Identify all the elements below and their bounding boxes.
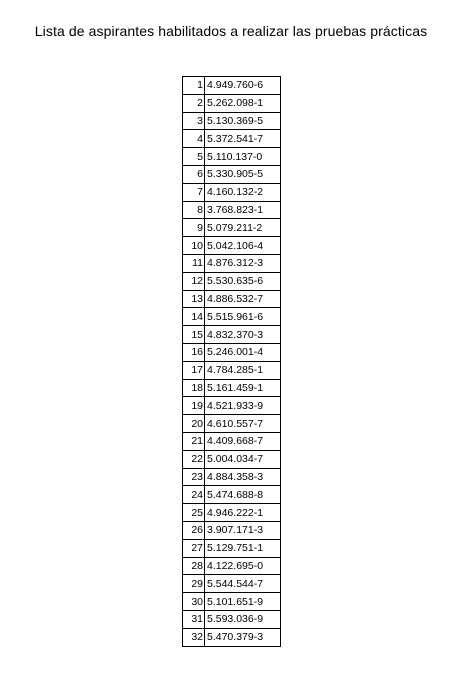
table-row [183, 521, 281, 539]
applicant-id-cell: 5.474.688-8 [205, 486, 281, 504]
row-number-cell: 4 [183, 130, 205, 148]
row-number-cell: 29 [183, 575, 205, 593]
applicant-id-cell: 3.907.171-3 [205, 521, 281, 539]
applicant-id-cell: 5.470.379-3 [205, 628, 281, 646]
row-number-cell: 10 [183, 237, 205, 255]
applicant-id-cell: 5.129.751-1 [205, 539, 281, 557]
row-number-cell: 23 [183, 468, 205, 486]
applicant-id-cell: 5.004.034-7 [205, 450, 281, 468]
applicant-id-cell: 4.610.557-7 [205, 415, 281, 433]
applicant-id-cell: 4.886.532-7 [205, 290, 281, 308]
applicant-id-cell: 5.544.544-7 [205, 575, 281, 593]
table-row [183, 415, 281, 433]
row-number-cell: 17 [183, 361, 205, 379]
row-number-cell: 6 [183, 165, 205, 183]
table-row [183, 575, 281, 593]
table-row [183, 539, 281, 557]
row-number-cell: 5 [183, 148, 205, 166]
row-number-cell: 2 [183, 94, 205, 112]
table-row [183, 290, 281, 308]
applicant-id-cell: 5.161.459-1 [205, 379, 281, 397]
table-row [183, 397, 281, 415]
table-row [183, 610, 281, 628]
table-row [183, 628, 281, 646]
applicant-id-cell: 5.530.635-6 [205, 272, 281, 290]
table-row [183, 432, 281, 450]
row-number-cell: 11 [183, 254, 205, 272]
applicant-id-cell: 5.593.036-9 [205, 610, 281, 628]
row-number-cell: 7 [183, 183, 205, 201]
row-number-cell: 9 [183, 219, 205, 237]
applicant-id-cell: 4.521.933-9 [205, 397, 281, 415]
table-row [183, 272, 281, 290]
table-row [183, 237, 281, 255]
applicant-id-cell: 5.372.541-7 [205, 130, 281, 148]
table-row [183, 504, 281, 522]
row-number-cell: 14 [183, 308, 205, 326]
table-row [183, 183, 281, 201]
table-row [183, 343, 281, 361]
table-row [183, 308, 281, 326]
row-number-cell: 12 [183, 272, 205, 290]
applicant-id-cell: 5.042.106-4 [205, 237, 281, 255]
row-number-cell: 19 [183, 397, 205, 415]
applicant-id-cell: 5.246.001-4 [205, 343, 281, 361]
row-number-cell: 3 [183, 112, 205, 130]
page-title: Lista de aspirantes habilitados a realizar las pruebas prácticas [34, 23, 428, 39]
row-number-cell: 16 [183, 343, 205, 361]
row-number-cell: 31 [183, 610, 205, 628]
table-row [183, 165, 281, 183]
row-number-cell: 27 [183, 539, 205, 557]
table-row [183, 361, 281, 379]
applicant-id-cell: 5.262.098-1 [205, 94, 281, 112]
table-row [183, 77, 281, 95]
table-row [183, 94, 281, 112]
row-number-cell: 28 [183, 557, 205, 575]
applicant-id-cell: 4.122.695-0 [205, 557, 281, 575]
row-number-cell: 8 [183, 201, 205, 219]
applicant-id-cell: 4.160.132-2 [205, 183, 281, 201]
applicant-id-cell: 4.876.312-3 [205, 254, 281, 272]
table-row [183, 486, 281, 504]
applicant-id-cell: 4.884.358-3 [205, 468, 281, 486]
table-row [183, 557, 281, 575]
table-row [183, 148, 281, 166]
table-row [183, 379, 281, 397]
applicant-id-cell: 5.101.651-9 [205, 593, 281, 611]
applicant-id-cell: 4.409.668-7 [205, 432, 281, 450]
applicant-id-cell: 3.768.823-1 [205, 201, 281, 219]
applicant-id-cell: 5.330.905-5 [205, 165, 281, 183]
applicant-id-cell: 4.784.285-1 [205, 361, 281, 379]
row-number-cell: 24 [183, 486, 205, 504]
applicants-table [182, 76, 281, 647]
table-row [183, 593, 281, 611]
row-number-cell: 1 [183, 77, 205, 95]
applicants-table-body [183, 77, 281, 647]
row-number-cell: 30 [183, 593, 205, 611]
table-row [183, 130, 281, 148]
applicant-id-cell: 4.946.222-1 [205, 504, 281, 522]
row-number-cell: 15 [183, 326, 205, 344]
table-row [183, 254, 281, 272]
row-number-cell: 20 [183, 415, 205, 433]
row-number-cell: 22 [183, 450, 205, 468]
row-number-cell: 32 [183, 628, 205, 646]
table-row [183, 112, 281, 130]
applicant-id-cell: 4.832.370-3 [205, 326, 281, 344]
row-number-cell: 26 [183, 521, 205, 539]
row-number-cell: 21 [183, 432, 205, 450]
table-row [183, 219, 281, 237]
row-number-cell: 18 [183, 379, 205, 397]
applicant-id-cell: 5.515.961-6 [205, 308, 281, 326]
table-row [183, 201, 281, 219]
row-number-cell: 13 [183, 290, 205, 308]
table-row [183, 326, 281, 344]
applicant-id-cell: 5.130.369-5 [205, 112, 281, 130]
applicant-id-cell: 5.079.211-2 [205, 219, 281, 237]
table-row [183, 468, 281, 486]
applicant-id-cell: 4.949.760-6 [205, 77, 281, 95]
applicant-id-cell: 5.110.137-0 [205, 148, 281, 166]
row-number-cell: 25 [183, 504, 205, 522]
table-row [183, 450, 281, 468]
